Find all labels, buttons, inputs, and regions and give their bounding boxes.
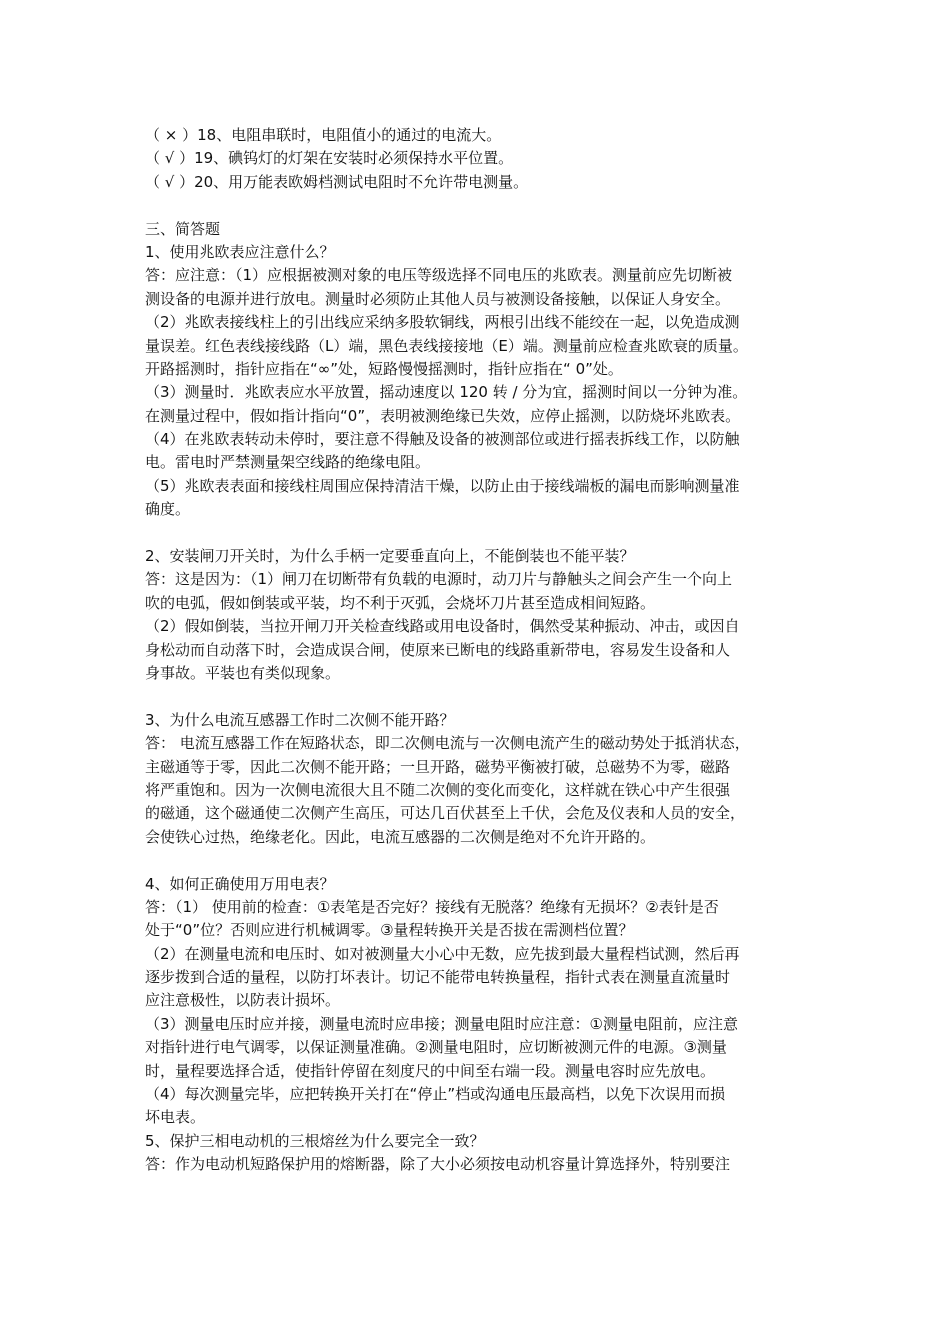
answer-3-line: 将严重饱和。因为一次侧电流很大且不随二次侧的变化而变化，这样就在铁心中产生很强	[145, 780, 731, 799]
answer-4-line: 坏电表。	[145, 1108, 206, 1127]
answer-1-line: 在测量过程中，假如指计指向“0”，表明被测绝缘已失效，应停止摇测，以防烧坏兆欧表。	[145, 406, 741, 425]
document-body	[145, 124, 825, 1177]
spacer	[145, 522, 825, 545]
answer-2-line: （2）假如倒装，当拉开闸刀开关检查线路或用电设备时，偶然受某种振动、冲击，或因自	[145, 617, 740, 636]
answer-1-line: （2）兆欧表接线柱上的引出线应采纳多股软铜线，两根引出线不能绞在一起，以免造成测	[145, 313, 740, 332]
answer-3-line: 会使铁心过热，绝缘老化。因此，电流互感器的二次侧是绝对不允许开路的。	[145, 827, 656, 846]
tf-item-19: （ √ ）19、碘钨灯的灯架在安装时必须保持水平位置。	[145, 149, 514, 168]
answer-2-line: 吹的电弧，假如倒装或平装，均不利于灭弧，会烧坏刀片甚至造成相间短路。	[145, 593, 656, 612]
answer-1-line: 答：应注意：（1）应根据被测对象的电压等级选择不同电压的兆欧表。测量前应先切断被	[145, 266, 733, 285]
answer-4-line: 处于“0”位？否则应进行机械调零。③量程转换开关是否拔在需测档位置？	[145, 921, 634, 940]
answer-1-line: （4）在兆欧表转动未停时，要注意不得触及设备的被测部位或进行摇表拆线工作，以防触	[145, 430, 740, 449]
answer-2-line: 身松动而自动落下时，会造成误合闸，使原来已断电的线路重新带电，容易发生设备和人	[145, 640, 731, 659]
question-4-title: 4、如何正确使用万用电表？	[145, 874, 335, 893]
answer-2-line: 身事故。平装也有类似现象。	[145, 663, 341, 682]
answer-2-line: 答：这是因为：（1）闸刀在切断带有负载的电源时，动刀片与静触头之间会产生一个向上	[145, 570, 733, 589]
spacer	[145, 685, 825, 708]
answer-5-line: 答：作为电动机短路保护用的熔断器，除了大小必须按电动机容量计算选择外，特别要注	[145, 1155, 731, 1174]
question-3-title: 3、为什么电流互感器工作时二次侧不能开路？	[145, 710, 455, 729]
question-1-title: 1、使用兆欧表应注意什么？	[145, 242, 335, 261]
answer-4-line: 应注意极性，以防表计损坏。	[145, 991, 341, 1010]
answer-4-line: 逐步拨到合适的量程，以防打坏表计。切记不能带电转换量程，指针式表在测量直流量时	[145, 968, 731, 987]
spacer	[145, 194, 825, 217]
answer-3-line: 主磁通等于零，因此二次侧不能开路；一旦开路，磁势平衡被打破，总磁势不为零，磁路	[145, 757, 731, 776]
answer-1-line: 量误差。红色表线接线路（L）端，黑色表线接接地（E）端。测量前应检查兆欧衰的质量。	[145, 336, 748, 355]
answer-1-line: （3）测量时．兆欧表应水平放置，摇动速度以 120 转 / 分为宜，摇测时间以一分钟为准。	[145, 383, 748, 402]
question-2-title: 2、安装闸刀开关时，为什么手柄一定要垂直向上，不能倒装也不能平装？	[145, 547, 635, 566]
answer-1-line: （5）兆欧表表面和接线柱周围应保持清洁干燥，以防止由于接线端板的漏电而影响测量准	[145, 476, 740, 495]
answer-3-line: 的磁通，这个磁通使二次侧产生高压，可达几百伏甚至上千伏，会危及仪表和人员的安全，	[145, 804, 746, 823]
answer-4-line: 对指针进行电气调零，以保证测量准确。②测量电阻时，应切断被测元件的电源。③测量	[145, 1038, 727, 1057]
answer-4-line: （2）在测量电流和电压时、如对被测量大小心中无数，应先拔到最大量程档试测，然后再	[145, 944, 740, 963]
answer-1-line: 测设备的电源并进行放电。测量时必须防止其他人员与被测设备接触，以保证人身安全。	[145, 289, 731, 308]
answer-4-line: 时，量程要选择合适，使指针停留在刻度尺的中间至右端一段。测量电容时应先放电。	[145, 1061, 716, 1080]
answer-1-line: 电。雷电时严禁测量架空线路的绝缘电阻。	[145, 453, 431, 472]
answer-1-line: 确度。	[145, 500, 191, 519]
question-5-title: 5、保护三相电动机的三根熔丝为什么要完全一致？	[145, 1131, 485, 1150]
answer-4-line: （4）每次测量完毕，应把转换开关打在“停止”档或沟通电压最高档，以免下次误用而损	[145, 1085, 726, 1104]
answer-4-line: （3）测量电压时应并接，测量电流时应串接；测量电阻时应注意：①测量电阻前，应注意	[145, 1014, 738, 1033]
spacer	[145, 849, 825, 872]
section-title: 三、简答题	[145, 219, 221, 238]
answer-4-line: 答：（1） 使用前的检查：①表笔是否完好？接线有无脱落？绝缘有无损坏？②表针是否	[145, 897, 719, 916]
answer-3-line: 答： 电流互感器工作在短路状态，即二次侧电流与一次侧电流产生的磁动势处于抵消状态，	[145, 734, 750, 753]
tf-item-18: （ × ）18、电阻串联时，电阻值小的通过的电流大。	[145, 126, 502, 144]
tf-item-20: （ √ ）20、用万能表欧姆档测试电阻时不允许带电测量。	[145, 172, 529, 191]
answer-1-line: 开路摇测时，指针应指在“∞”处，短路慢慢摇测时，指针应指在“ 0”处。	[145, 359, 623, 378]
